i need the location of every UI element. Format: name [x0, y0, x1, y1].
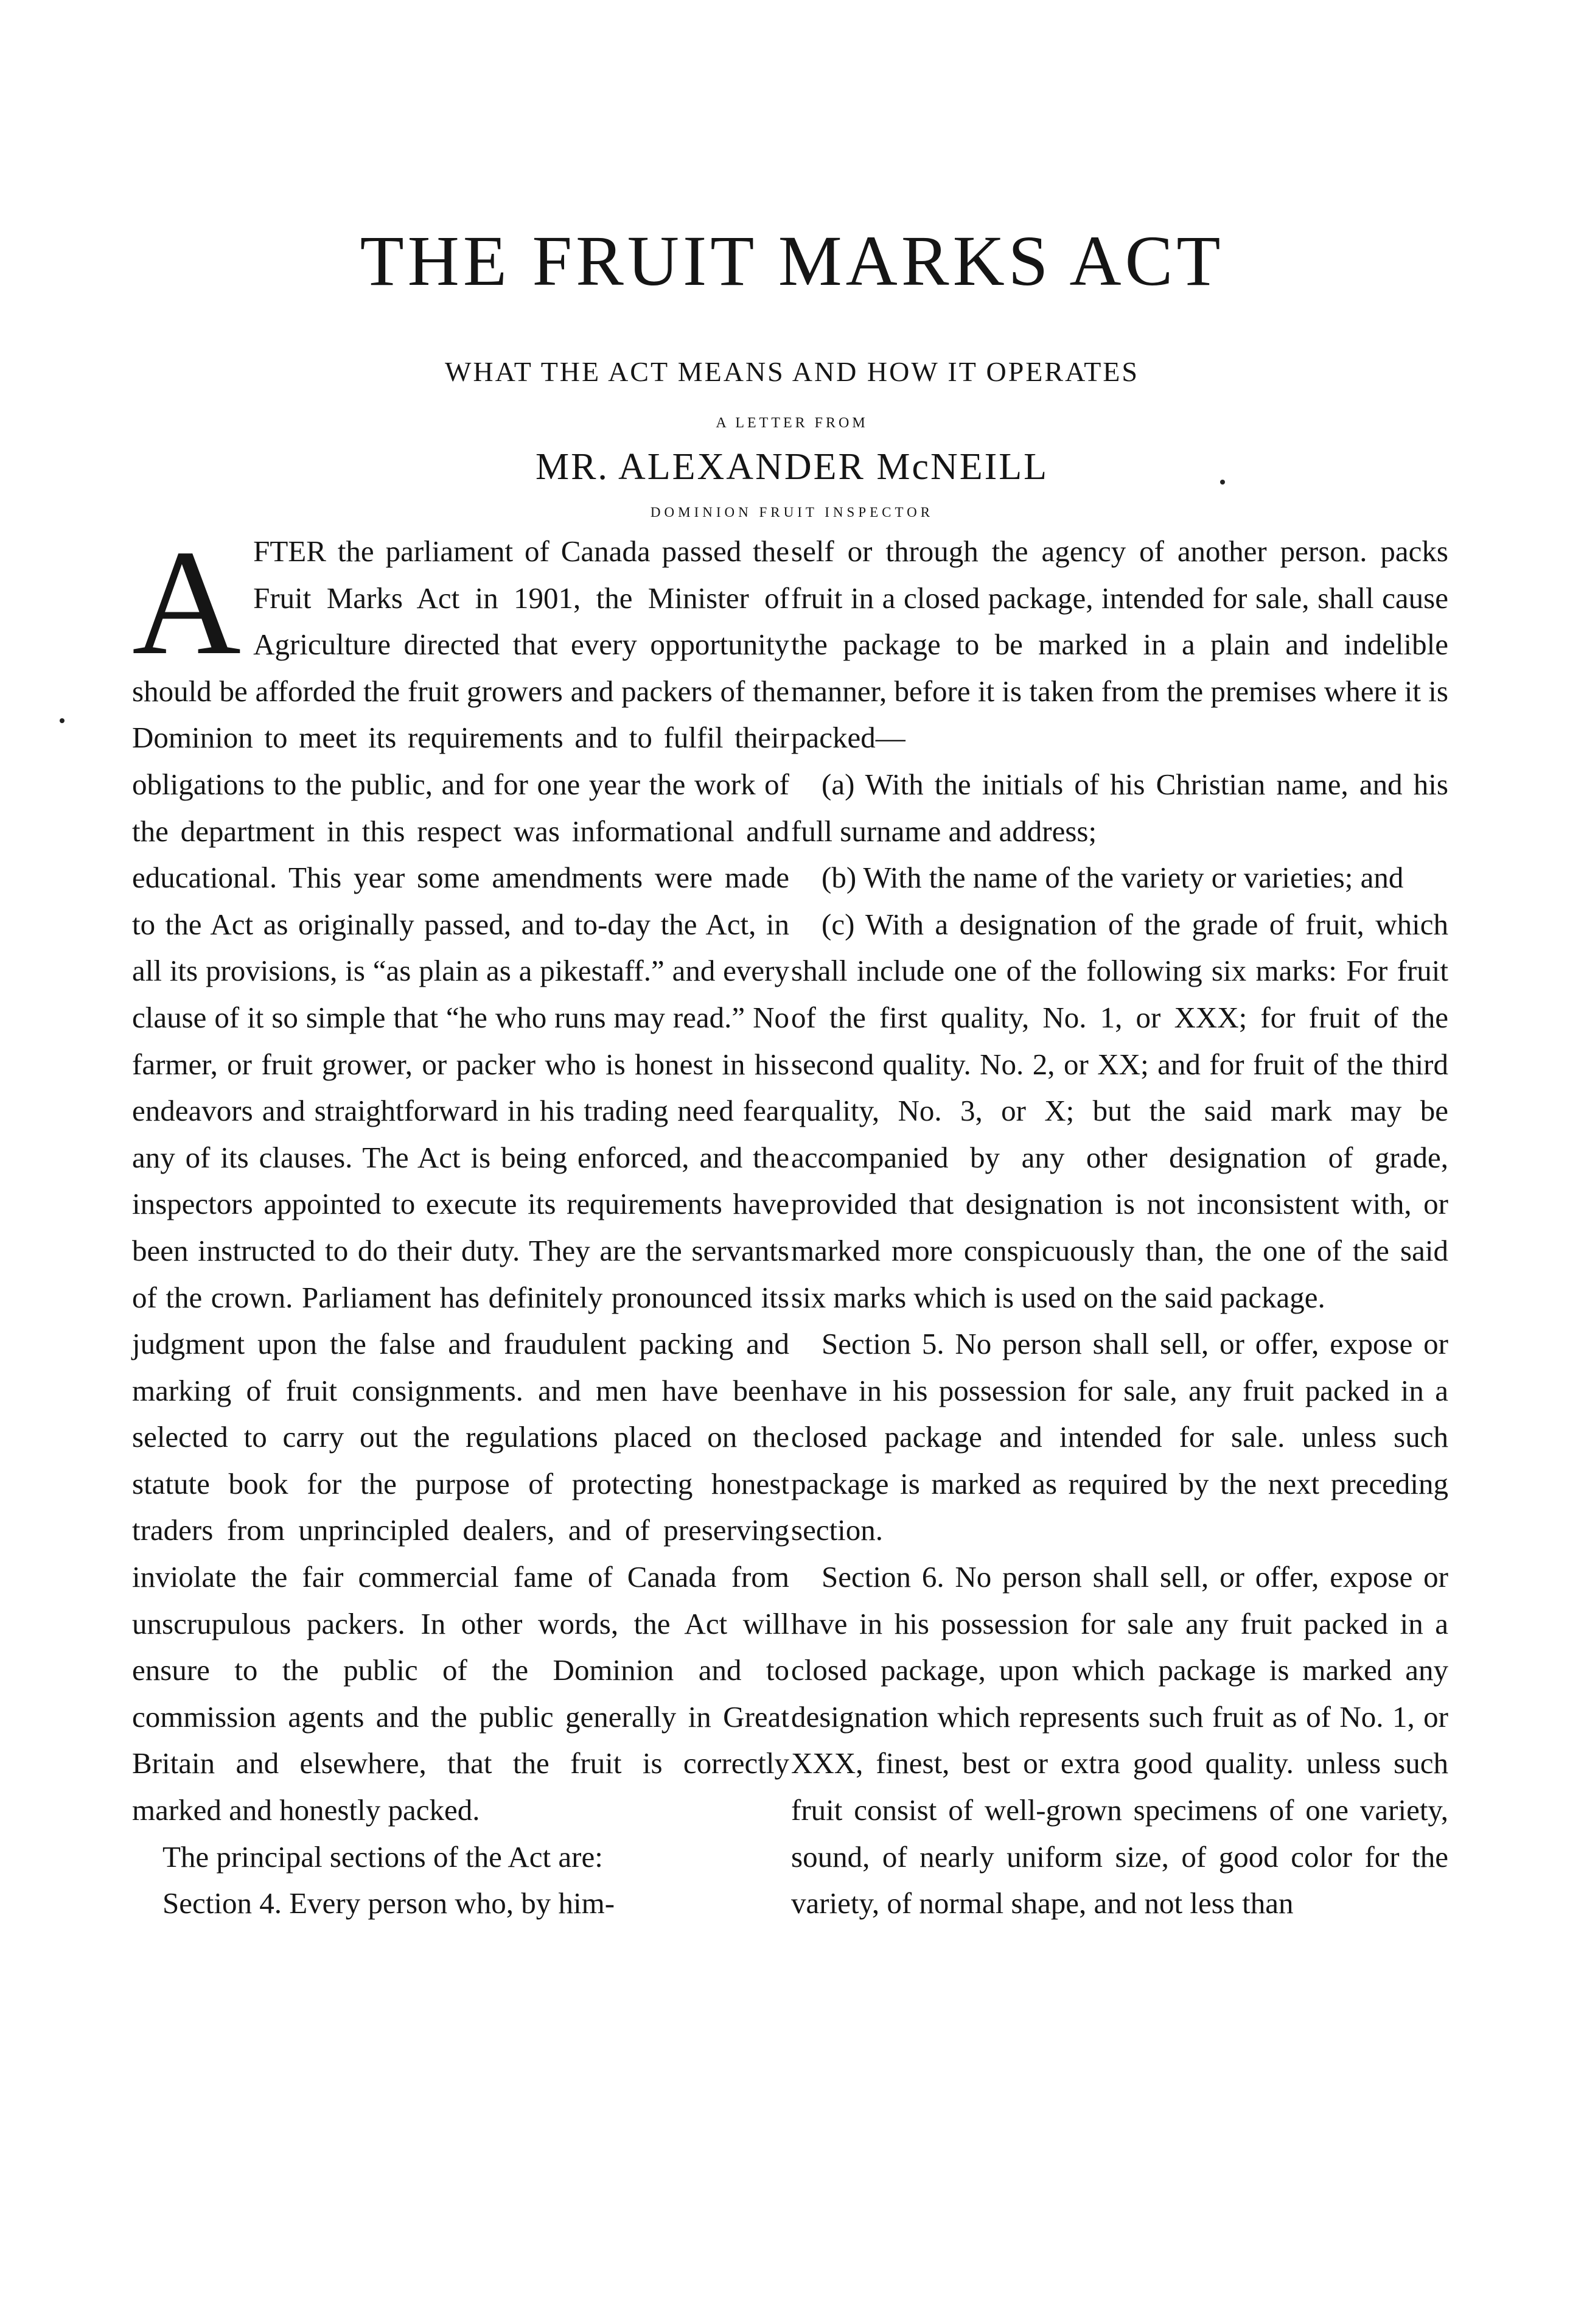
intro-paragraph [132, 519, 789, 1834]
clause-b: (b) With the name of the variety or varieties; and [822, 861, 1404, 895]
principal-sections-paragraph: The principal sections of the Act are: [162, 1839, 603, 1874]
left-column [132, 519, 789, 1927]
article-title: THE FRUIT MARKS ACT [360, 221, 1224, 301]
author-role: DOMINION FRUIT INSPECTOR [650, 505, 934, 520]
letter-from-label: A LETTER FROM [716, 415, 868, 431]
print-speck [1220, 480, 1225, 485]
article-subtitle: WHAT THE ACT MEANS AND HOW IT OPERATES [445, 356, 1139, 387]
right-column [791, 528, 1448, 1927]
author-name: MR. ALEXANDER McNEILL [535, 446, 1049, 488]
section-4-continuation: self or through the agency of another person. packs fruit in a closed package, intended for sale, shall cause the package to be marked in a plain and indelible manner, before it is taken from the premises where it is packed— [791, 534, 1448, 755]
print-speck [60, 718, 65, 723]
section-5: Section 5. No person shall sell, or offer, expose or have in his possession for sale, any fruit packed in a closed package and intended for sale. unless such package is marked as required by the next preceding section. [791, 1327, 1448, 1547]
intro-text: FTER the parliament of Canada passed the Fruit Marks Act in 1901, the Minister of Agriculture directed that every opportunity should be afforded the fruit growers and packers of the Dominion to meet its requirements and to fulfil their obligations to the public, and for one year the work of the department in this respect was informational and educational. This year some amendments were made to the Act as originally passed, and to-day the Act, in all its provisions, is “as plain as a pikestaff.” and every clause of it so simple that “he who runs may read.” No farmer, or fruit grower, or packer who is honest in his endeavors and straightforward in his trading need fear any of its clauses. The Act is being enforced, and the inspectors appointed to execute its requirements have been instructed to do their duty. They are the servants of the crown. Parliament has definitely pronounced its judgment upon the false and fraudulent packing and marking of fruit consignments. and men have been selected to carry out the regulations placed on the statute book for the purpose of protecting honest traders from unprincipled dealers, and of preserving inviolate the fair commercial fame of Canada from unscrupulous packers. In other words, the Act will ensure to the public of the Dominion and to commission agents and the public generally in Great Britain and elsewhere, that the fruit is correctly marked and honestly packed. [132, 534, 789, 1827]
drop-cap: A [132, 519, 242, 686]
clause-c: (c) With a designation of the grade of fruit, which shall include one of the following six marks: For fruit of the first quality, No. 1, or XXX; for fruit of the second quality. No. 2, or XX; and for fruit of the third quality, No. 3, or X; but the said mark may be accompanied by any other designation of grade, provided that designation is not inconsistent with, or marked more conspicuously than, the one of the said six marks which is used on the said package. [791, 907, 1448, 1314]
section-6: Section 6. No person shall sell, or offer, expose or have in his possession for sale any fruit packed in a closed package, upon which package is marked any designation which represents such fruit as of No. 1, or XXX, finest, best or extra good quality. unless such fruit consist of well-grown specimens of one variety, sound, of nearly uniform size, of good color for the variety, of normal shape, and not less than [791, 1560, 1448, 1920]
section-4-start: Section 4. Every person who, by him- [162, 1886, 615, 1920]
clause-a: (a) With the initials of his Christian name, and his full surname and address; [791, 767, 1448, 848]
